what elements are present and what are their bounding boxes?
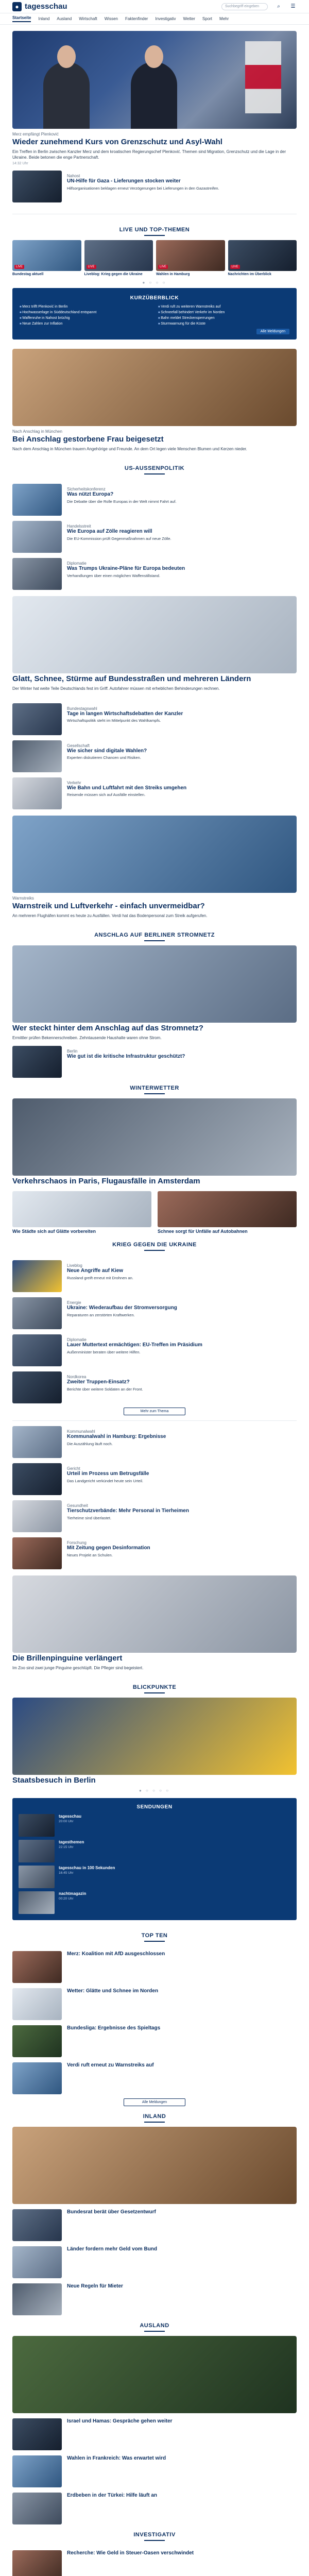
article-kicker: Diplomatie: [67, 1337, 87, 1343]
article-kicker: Kommunalwahl: [67, 1429, 95, 1434]
article-headline[interactable]: Recherche: Wie Geld in Steuer-Oasen verschwindet: [67, 2550, 194, 2556]
live-section: [12, 219, 297, 285]
article-kicker: Gericht: [67, 1466, 80, 1471]
article-thumbnail[interactable]: [12, 1297, 62, 1329]
article-headline[interactable]: Wie sicher sind digitale Wahlen?: [67, 748, 147, 754]
list-item[interactable]: [12, 1463, 297, 1495]
live-badge: LIVE: [87, 265, 96, 269]
section-title: KURZÜBERBLICK: [130, 295, 179, 301]
article-headline[interactable]: Bundesliga: Ergebnisse des Spieltags: [67, 2025, 161, 2031]
divider: [12, 1420, 297, 1421]
article-teaser: Die Debatte über die Rolle Europas in der Welt nimmt Fahrt auf.: [67, 499, 177, 504]
nav-item[interactable]: Mehr: [219, 16, 229, 21]
airport-feature: [12, 809, 297, 925]
article-headline[interactable]: Länder fordern mehr Geld vom Bund: [67, 2246, 158, 2252]
live-badge: LIVE: [14, 265, 24, 269]
article-thumbnail[interactable]: [12, 484, 62, 516]
blickpunkte-section: [12, 1677, 297, 1793]
summary-box: [12, 288, 297, 340]
broadcast-time: 20:00 Uhr: [59, 1819, 74, 1823]
article-headline[interactable]: Erdbeben in der Türkei: Hilfe läuft an: [67, 2493, 158, 2499]
article-headline[interactable]: Wer steckt hinter dem Anschlag auf das Stromnetz?: [12, 1023, 203, 1032]
person-image: [131, 62, 177, 129]
nav-item[interactable]: Inland: [38, 16, 50, 21]
list-item[interactable]: [12, 740, 297, 772]
article-thumbnail[interactable]: [12, 2418, 62, 2450]
nav-item[interactable]: Wetter: [183, 16, 195, 21]
section-title: WINTERWETTER: [12, 1078, 297, 1098]
list-item[interactable]: [12, 2246, 297, 2278]
article-teaser: Hilfsorganisationen beklagen erneut Verzögerungen bei Lieferungen in den Gazastreifen.: [67, 185, 219, 191]
summary-item[interactable]: ■ Bahn meldet Streckensperrungen: [158, 316, 289, 320]
section-title: BLICKPUNKTE: [12, 1677, 297, 1698]
article-kicker: Gesundheit: [67, 1503, 88, 1509]
article-thumbnail[interactable]: [158, 1191, 297, 1227]
article-headline[interactable]: Lauer Muttertext ermächtigen: EU-Treffen im Präsidium: [67, 1342, 202, 1348]
us-section: [12, 458, 297, 590]
summary-item[interactable]: ■ Schneefall behindert Verkehr im Norden: [158, 311, 289, 314]
article-thumbnail[interactable]: [12, 2550, 62, 2576]
broadcast-thumbnail[interactable]: [19, 1866, 55, 1888]
berlin-section: [12, 925, 297, 1078]
article-teaser: Außenminister beraten über weitere Hilfen.: [67, 1349, 141, 1354]
list-item[interactable]: [12, 1537, 297, 1569]
feature-section: [12, 343, 297, 458]
search-icon[interactable]: ⌕: [277, 4, 280, 9]
article-teaser: Die Auszählung läuft noch.: [67, 1441, 113, 1446]
feature-image[interactable]: [12, 2336, 297, 2413]
article-teaser: Verhandlungen über einen möglichen Waffenstillstand.: [67, 573, 160, 578]
hero-headline[interactable]: Wieder zunehmend Kurs von Grenzschutz und Asyl-Wahl: [12, 138, 222, 146]
investigativ-section: [12, 2524, 297, 2576]
broadcast-time: 00:20 Uhr: [59, 1896, 74, 1901]
list-item[interactable]: [12, 484, 297, 516]
article-headline[interactable]: Zweiter Truppen-Einsatz?: [67, 1379, 130, 1385]
article-headline[interactable]: Tage in langen Wirtschaftsdebatten der Kanzler: [67, 710, 183, 717]
live-caption: Liveblog: Krieg gegen die Ukraine: [84, 273, 143, 277]
broadcast-label: tagesschau: [59, 1814, 82, 1819]
article-thumbnail[interactable]: [12, 1371, 62, 1403]
article-kicker: Diplomatie: [67, 561, 87, 566]
list-item[interactable]: [12, 1426, 297, 1458]
article-headline[interactable]: Schnee sorgt für Unfälle auf Autobahnen: [158, 1228, 248, 1234]
article-thumbnail[interactable]: [12, 2209, 62, 2241]
article-thumbnail[interactable]: [12, 740, 62, 772]
hero-time: 14:32 Uhr: [12, 162, 28, 166]
feature-image[interactable]: [12, 945, 297, 1023]
list-item[interactable]: [12, 521, 297, 553]
article-teaser: An mehreren Flughäfen kommt es heute zu Ausfällen. Verdi hat das Bodenpersonal zum Streik aufgerufen.: [12, 913, 208, 918]
feature-image[interactable]: [12, 1098, 297, 1176]
nav-item[interactable]: Investigativ: [155, 16, 176, 21]
hero-teaser: Ein Treffen in Berlin zwischen Kanzler Merz und dem kroatischen Regierungschef Plenković. Themen sind Migration, Grenzschutz und die Lage in der Ukraine. Beide betonen die enge Partnerschaft.: [12, 149, 286, 160]
live-card[interactable]: [84, 240, 153, 277]
article-teaser: Ermittler prüfen Bekennerschreiben. Zehntausende Haushalte waren ohne Strom.: [12, 1035, 162, 1040]
live-caption: Bundestag aktuell: [12, 273, 44, 277]
summary-item[interactable]: ■ Verdi ruft zu weiteren Warnstreiks auf: [158, 305, 289, 309]
more-button[interactable]: Mehr zum Thema: [124, 1408, 185, 1415]
article-headline[interactable]: Was Trumps Ukraine-Pläne für Europa bedeuten: [67, 566, 185, 572]
feature-image[interactable]: [12, 816, 297, 893]
summary-item[interactable]: ■ Sturmwarnung für die Küste: [158, 322, 289, 326]
list-item[interactable]: [12, 2209, 297, 2241]
mixed-list: [12, 703, 297, 809]
carousel-dots[interactable]: ● ○ ○ ○: [142, 280, 167, 285]
nav-item[interactable]: Wirtschaft: [79, 16, 97, 21]
article-thumbnail[interactable]: [12, 1334, 62, 1366]
article-thumbnail[interactable]: [12, 2455, 62, 2487]
section-title: US-AUSSENPOLITIK: [12, 458, 297, 479]
article-kicker: Verkehr: [67, 780, 81, 785]
list-item[interactable]: [12, 2455, 297, 2487]
article-teaser: Reisende müssen sich auf Ausfälle einstellen.: [67, 792, 146, 797]
article-kicker: Handelsstreit: [67, 524, 91, 529]
article-headline[interactable]: Merz: Koalition mit AfD ausgeschlossen: [67, 1951, 165, 1957]
list-item[interactable]: [12, 558, 297, 590]
broadcast-label: tagesschau in 100 Sekunden: [59, 1866, 115, 1871]
article-headline[interactable]: Neue Angriffe auf Kiew: [67, 1268, 124, 1274]
article-thumbnail[interactable]: [12, 2062, 62, 2094]
nav-item[interactable]: Sport: [202, 16, 213, 21]
broadcast-thumbnail[interactable]: [19, 1840, 55, 1862]
article-thumbnail[interactable]: [12, 2283, 62, 2315]
article-headline[interactable]: Wetter: Glätte und Schnee im Norden: [67, 1988, 159, 1994]
article-kicker: Berlin: [67, 1048, 78, 1054]
list-item[interactable]: [12, 2283, 297, 2315]
list-item[interactable]: [12, 1297, 297, 1329]
article-headline[interactable]: Bei Anschlag gestorbene Frau beigesetzt: [12, 435, 164, 444]
article-thumbnail[interactable]: [12, 1463, 62, 1495]
article-headline[interactable]: Die Brillenpinguine verlängert: [12, 1654, 123, 1663]
list-item[interactable]: [12, 1951, 297, 1983]
article-kicker: Bundestagswahl: [67, 706, 97, 711]
face-image: [145, 45, 163, 68]
nav-item[interactable]: Faktenfinder: [125, 16, 148, 21]
broadcast-time: 22:15 Uhr: [59, 1845, 74, 1849]
article-headline[interactable]: Urteil im Prozess um Betrugsfälle: [67, 1471, 149, 1477]
article-thumbnail[interactable]: [12, 2025, 62, 2057]
article-kicker: Liveblog: [67, 1263, 82, 1268]
article-teaser: Im Zoo sind zwei junge Pinguine geschlüpft. Die Pfleger sind begeistert.: [12, 1666, 144, 1671]
article-kicker: Forschung: [67, 1540, 87, 1546]
main-nav: [0, 13, 309, 25]
broadcast-thumbnail[interactable]: [19, 1891, 55, 1914]
person-image: [43, 62, 90, 129]
feature-image[interactable]: [12, 349, 297, 426]
feature-image[interactable]: [12, 596, 297, 673]
article-headline[interactable]: Glatt, Schnee, Stürme auf Bundesstraßen und mehreren Ländern: [12, 674, 251, 684]
article-kicker: Sicherheitskonferenz: [67, 487, 106, 492]
live-badge: LIVE: [158, 265, 168, 269]
summary-item[interactable]: ■ Merz trifft Plenković in Berlin: [20, 305, 151, 309]
hero-section: [12, 25, 297, 209]
nav-item[interactable]: Wissen: [104, 16, 118, 21]
article-headline[interactable]: Mit Zeitung gegen Desinformation: [67, 1545, 150, 1551]
list-item[interactable]: [12, 777, 297, 809]
live-card[interactable]: [156, 240, 225, 277]
broadcast-item[interactable]: [19, 1891, 290, 1914]
ausland-section: [12, 2315, 297, 2524]
winter-section: [12, 1078, 297, 1234]
broadcast-item[interactable]: [19, 1866, 290, 1888]
article-thumbnail[interactable]: [12, 703, 62, 735]
list-item[interactable]: [12, 1988, 297, 2020]
article-thumbnail[interactable]: [12, 777, 62, 809]
article-headline[interactable]: Israel und Hamas: Gespräche gehen weiter: [67, 2418, 173, 2425]
live-badge: LIVE: [230, 265, 240, 269]
summary-item[interactable]: ■ Hochwasserlage in Süddeutschland entspannt: [20, 311, 151, 314]
article-teaser: Tierheime sind überlastet.: [67, 1515, 112, 1520]
menu-icon[interactable]: ☰: [290, 4, 296, 9]
logo-icon: ●: [12, 2, 22, 11]
section-title: KRIEG GEGEN DIE UKRAINE: [12, 1234, 297, 1255]
article-kicker: Energie: [67, 1300, 81, 1306]
list-item[interactable]: [12, 1500, 297, 1532]
article-headline[interactable]: Wie Städte sich auf Glätte vorbereiten: [12, 1228, 96, 1234]
article-headline[interactable]: Wie gut ist die kritische Infrastruktur geschützt?: [67, 1053, 185, 1059]
article-teaser: Experten diskutieren Chancen und Risiken.: [67, 755, 141, 760]
section-title: AUSLAND: [12, 2315, 297, 2336]
article-headline[interactable]: Wie Bahn und Luftfahrt mit den Streiks umgehen: [67, 785, 187, 791]
list-item[interactable]: [12, 2025, 297, 2057]
article-teaser: Die EU-Kommission prüft Gegenmaßnahmen auf neue Zölle.: [67, 536, 171, 541]
section-title: SENDUNGEN: [136, 1804, 173, 1810]
list-item[interactable]: [12, 2418, 297, 2450]
broadcast-item[interactable]: [19, 1814, 290, 1837]
summary-item[interactable]: ■ Waffenruhe in Nahost brüchig: [20, 316, 151, 320]
hero-image[interactable]: [12, 31, 297, 129]
ukraine-section: [12, 1234, 297, 1415]
flag-image: [245, 41, 281, 113]
article-thumbnail[interactable]: [12, 2246, 62, 2278]
list-item[interactable]: [12, 1260, 297, 1292]
article-headline[interactable]: Was nützt Europa?: [67, 492, 114, 498]
more-button[interactable]: Alle Meldungen: [256, 329, 289, 334]
live-caption: Nachrichten im Überblick: [228, 273, 271, 277]
broadcast-thumbnail[interactable]: [19, 1814, 55, 1837]
article-teaser: Russland greift erneut mit Drohnen an.: [67, 1275, 133, 1280]
section-title: INLAND: [12, 2106, 297, 2127]
article-headline[interactable]: Ukraine: Wiederaufbau der Stromversorgung: [67, 1305, 177, 1311]
article-teaser: Neues Projekt an Schulen.: [67, 1552, 113, 1557]
top-bar: [0, 0, 309, 13]
broadcast-label: tagesthemen: [59, 1840, 84, 1845]
article-thumbnail[interactable]: [12, 1260, 62, 1292]
summary-item[interactable]: ■ Neue Zahlen zur Inflation: [20, 322, 151, 326]
article-thumbnail[interactable]: [12, 1951, 62, 1983]
article-thumbnail[interactable]: [12, 1426, 62, 1458]
article-thumbnail[interactable]: [12, 1500, 62, 1532]
article-kicker: Gesellschaft: [67, 743, 90, 748]
live-card[interactable]: [12, 240, 81, 277]
inland-section: [12, 2106, 297, 2315]
article-headline[interactable]: UN-Hilfe für Gaza - Lieferungen stocken weiter: [67, 178, 181, 184]
article-kicker: Nach Anschlag in München: [12, 429, 62, 434]
list-item[interactable]: [12, 1371, 297, 1403]
list-item[interactable]: [12, 2493, 297, 2524]
section-title: ANSCHLAG AUF BERLINER STROMNETZ: [12, 925, 297, 945]
article-kicker: Nahost: [67, 174, 80, 179]
article-thumbnail[interactable]: [12, 171, 62, 202]
section-title: TOP TEN: [12, 1925, 297, 1946]
live-card[interactable]: [228, 240, 297, 277]
article-kicker: Nordkorea: [67, 1375, 87, 1380]
broadcast-time: 16:45 Uhr: [59, 1871, 74, 1875]
article-headline[interactable]: Tierschutzverbände: Mehr Personal in Tierheimen: [67, 1508, 189, 1514]
article-teaser: Das Landgericht verkündet heute sein Urteil.: [67, 1478, 144, 1483]
broadcast-item[interactable]: [19, 1840, 290, 1862]
article-headline[interactable]: Wahlen in Frankreich: Was erwartet wird: [67, 2455, 166, 2462]
face-image: [57, 45, 76, 68]
article-kicker: Warnstreiks: [12, 895, 34, 901]
section-title: INVESTIGATIV: [12, 2524, 297, 2545]
article-teaser: Wirtschaftspolitik steht im Mittelpunkt des Wahlkampfs.: [67, 718, 161, 723]
broadcast-label: nachtmagazin: [59, 1891, 87, 1896]
list-item[interactable]: [12, 2550, 297, 2576]
article-headline[interactable]: Staatsbesuch in Berlin: [12, 1776, 96, 1785]
section-title: LIVE UND TOP-THEMEN: [12, 219, 297, 240]
feature-image[interactable]: [12, 1575, 297, 1653]
topten-section: [12, 1925, 297, 2106]
article-thumbnail[interactable]: [12, 1988, 62, 2020]
article-headline[interactable]: Verkehrschaos in Paris, Flugausfälle in Amsterdam: [12, 1176, 200, 1185]
article-headline[interactable]: Neue Regeln für Mieter: [67, 2283, 123, 2290]
article-headline[interactable]: Bundesrat berät über Gesetzentwurf: [67, 2209, 156, 2215]
penguin-feature: [12, 1569, 297, 1677]
list-item[interactable]: [12, 171, 297, 202]
article-thumbnail[interactable]: [12, 1537, 62, 1569]
list-item[interactable]: [12, 1334, 297, 1366]
article-headline[interactable]: Kommunalwahl in Hamburg: Ergebnisse: [67, 1434, 166, 1440]
article-thumbnail[interactable]: [12, 521, 62, 553]
article-thumbnail[interactable]: [12, 2493, 62, 2524]
misc-list: [12, 1426, 297, 1569]
article-thumbnail[interactable]: [12, 1191, 151, 1227]
gallery-image[interactable]: [12, 1698, 297, 1775]
nav-item[interactable]: Ausland: [57, 16, 72, 21]
article-headline[interactable]: Verdi ruft erneut zu Warnstreiks auf: [67, 2062, 154, 2069]
brand-logo[interactable]: [12, 2, 67, 11]
article-teaser: Der Winter hat weite Teile Deutschlands fest im Griff. Autofahrer müssen mit erheblichen Behinderungen rechnen.: [12, 686, 220, 691]
search-input[interactable]: Suchbegriff eingeben: [221, 3, 268, 10]
carousel-dots[interactable]: ● ○ ○ ○ ○: [139, 1788, 170, 1793]
nav-item[interactable]: Startseite: [12, 15, 31, 22]
article-thumbnail[interactable]: [12, 558, 62, 590]
teaser-card[interactable]: [158, 1191, 297, 1234]
live-caption: Wahlen in Hamburg: [156, 273, 190, 277]
article-teaser: Berichte über weitere Soldaten an der Front.: [67, 1386, 143, 1392]
more-button[interactable]: Alle Meldungen: [124, 2098, 185, 2106]
broadcasts-panel: [12, 1798, 297, 1920]
article-headline[interactable]: Wie Europa auf Zölle reagieren will: [67, 529, 152, 535]
article-teaser: Reparaturen an zerstörten Kraftwerken.: [67, 1312, 135, 1317]
article-headline[interactable]: Warnstreik und Luftverkehr - einfach unvermeidbar?: [12, 901, 205, 910]
article-teaser: Nach dem Anschlag in München trauern Angehörige und Freunde. An dem Ort legen viele Menschen Blumen und Kerzen nieder.: [12, 447, 247, 452]
list-item[interactable]: [12, 1046, 297, 1078]
list-item[interactable]: [12, 703, 297, 735]
feature-image[interactable]: [12, 2127, 297, 2204]
teaser-card[interactable]: [12, 1191, 151, 1234]
weather-feature: [12, 590, 297, 698]
brand-name: tagesschau: [25, 2, 67, 11]
list-item[interactable]: [12, 2062, 297, 2094]
hero-kicker: Merz empfängt Plenković: [12, 132, 59, 137]
article-thumbnail[interactable]: [12, 1046, 62, 1078]
